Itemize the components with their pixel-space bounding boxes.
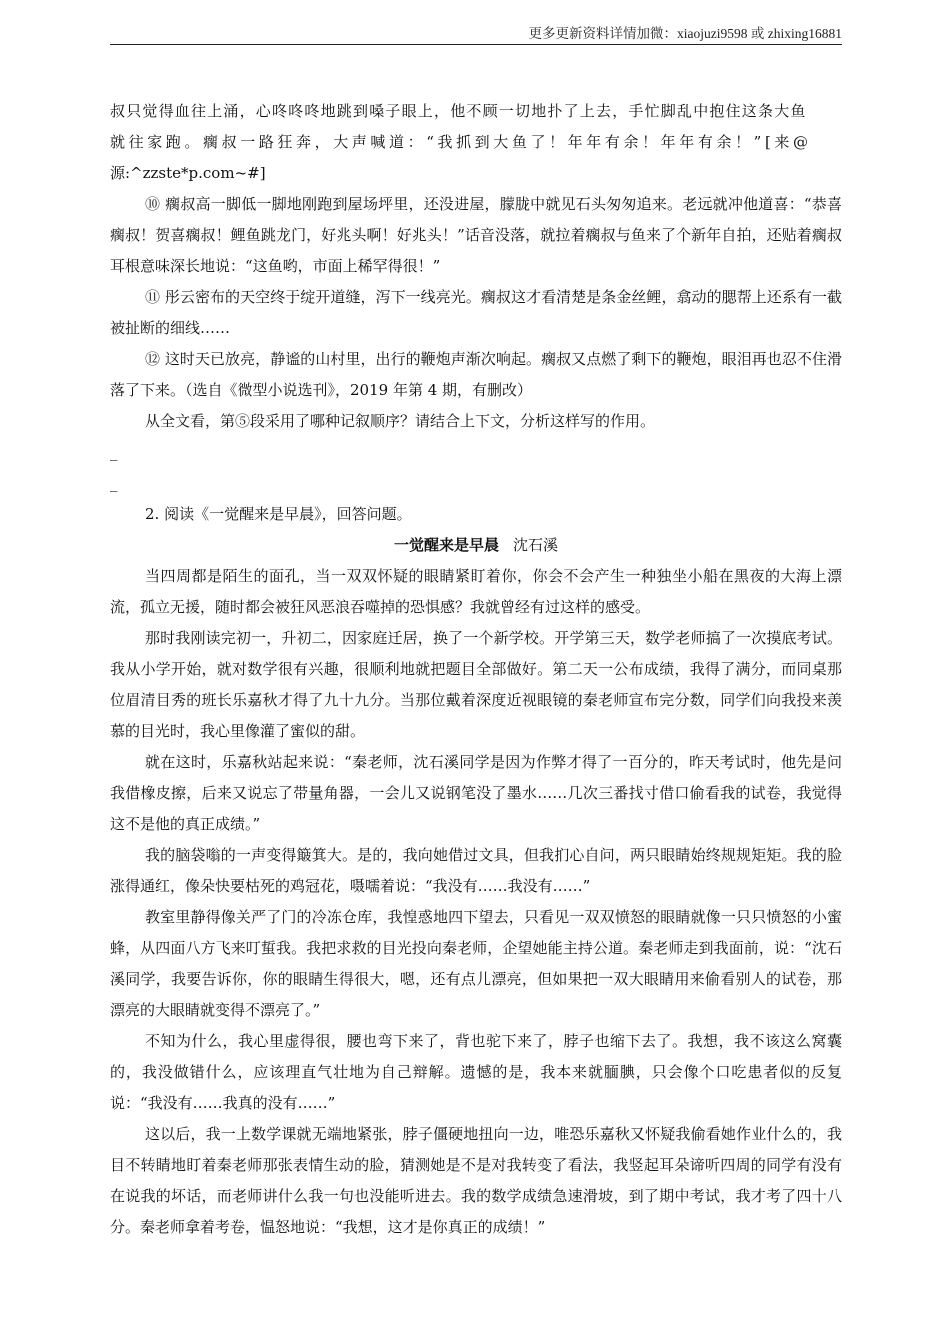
article-author: 沈石溪 (513, 536, 559, 554)
article-title-text: 一觉醒来是早晨 (393, 536, 499, 554)
article-paragraph: 当四周都是陌生的面孔，当一双双怀疑的眼睛紧盯着你，你会不会产生一种独坐小船在黑夜的大海上漂流，孤立无援，随时都会被狂风恶浪吞噬掉的恐惧感？我就曾经有过这样的感受。 (110, 567, 842, 616)
paragraph-9-line-1: 叔只觉得血往上涌，心咚咚咚地跳到嗓子眼上，他不顾一切地扑了上去，手忙脚乱中抱住这条大鱼 (110, 102, 807, 120)
question-2-intro: 2. 阅读《一觉醒来是早晨》，回答问题。 (145, 505, 412, 523)
paragraph-12: ⑫ 这时天已放亮，静谧的山村里，出行的鞭炮声渐次响起。瘸叔又点燃了剩下的鞭炮，眼泪再也忍不住滑落了下来。（选自《微型小说选刊》，2019 年第 4 期，有删改） (110, 350, 842, 399)
page-header: 更多更新资料详情加微：xiaojuzi9598 或 zhixing16881 (528, 26, 842, 41)
article-paragraph: 教室里静得像关严了门的冷冻仓库，我惶惑地四下望去，只看见一双双愤怒的眼睛就像一只只愤怒的小蜜蜂，从四面八方飞来叮蜇我。我把求救的目光投向秦老师，企望她能主持公道。秦老师走到我面前，说：“沈石溪同学，我要告诉你，你的眼睛生得很大，嗯，还有点儿漂亮，但如果把一双大眼睛用来偷看别人的试卷，那漂亮的大眼睛就变得不漂亮了。” (110, 908, 842, 1019)
paragraph-11: ⑪ 彤云密布的天空终于绽开道缝，泻下一线亮光。瘸叔这才看清楚是条金丝鲤，翕动的腮帮上还系有一截被扯断的细线…… (110, 288, 842, 337)
article-paragraph: 就在这时，乐嘉秋站起来说：“秦老师，沈石溪同学是因为作弊才得了一百分的，昨天考试时，他先是问我借橡皮擦，后来又说忘了带量角器，一会儿又说钢笔没了墨水……几次三番找寸借口偷看我的试卷，我觉得这不是他的真正成绩。” (110, 753, 842, 833)
question-1: 从全文看，第⑤段采用了哪种记叙顺序？请结合上下文，分析这样写的作用。 (145, 412, 656, 430)
paragraph-10: ⑩ 瘸叔高一脚低一脚地刚跑到屋场坪里，还没进屋，朦胧中就见石头匆匆追来。老远就冲他道喜：“恭喜瘸叔！贺喜瘸叔！鲤鱼跳龙门，好兆头啊！好兆头！”话音没落，就拉着瘸叔与鱼来了个新年自拍，还贴着瘸叔耳根意味深长地说：“这鱼哟，市面上稀罕得很！” (110, 195, 842, 275)
article-title (110, 530, 842, 561)
paragraph-9-line-3: 源:^zzste*p.com~#] (110, 164, 266, 182)
header-divider (110, 44, 842, 45)
article-paragraph: 我的脑袋嗡的一声变得簸箕大。是的，我向她借过文具，但我扪心自问，两只眼睛始终规规矩矩。我的脸涨得通红，像朵快要枯死的鸡冠花，嗫嚅着说：“我没有……我没有……” (110, 846, 842, 895)
answer-blank-2: _ (110, 474, 118, 492)
article-paragraph: 这以后，我一上数学课就无端地紧张，脖子僵硬地扭向一边，唯恐乐嘉秋又怀疑我偷看她作业什么的，我目不转睛地盯着秦老师那张表情生动的脸，猜测她是不是对我转变了看法，我竖起耳朵谛听四周的同学有没有在说我的坏话，而老师讲什么我一句也没能听进去。我的数学成绩急速滑坡，到了期中考试，我才考了四十八分。秦老师拿着考卷，愠怒地说：“我想，这才是你真正的成绩！” (110, 1125, 842, 1236)
article-paragraph: 那时我刚读完初一，升初二，因家庭迁居，换了一个新学校。开学第三天，数学老师搞了一次摸底考试。我从小学开始，就对数学很有兴趣，很顺利地就把题目全部做好。第二天一公布成绩，我得了满分，而同桌那位眉清目秀的班长乐嘉秋才得了九十九分。当那位戴着深度近视眼镜的秦老师宣布完分数，同学们向我投来羡慕的目光时，我心里像灌了蜜似的甜。 (110, 629, 842, 740)
answer-blank-1: _ (110, 443, 118, 461)
paragraph-9-line-2: 就往家跑。瘸叔一路狂奔，大声喊道：“我抓到大鱼了！年年有余！年年有余！”[来@ (110, 133, 812, 151)
article-paragraph: 不知为什么，我心里虚得很，腰也弯下来了，背也驼下来了，脖子也缩下去了。我想，我不该这么窝囊的，我没做错什么，应该理直气壮地为自己辩解。遗憾的是，我本来就腼腆，只会像个口吃患者似的反复说：“我没有……我真的没有……” (110, 1032, 842, 1112)
document-body (110, 96, 842, 1243)
